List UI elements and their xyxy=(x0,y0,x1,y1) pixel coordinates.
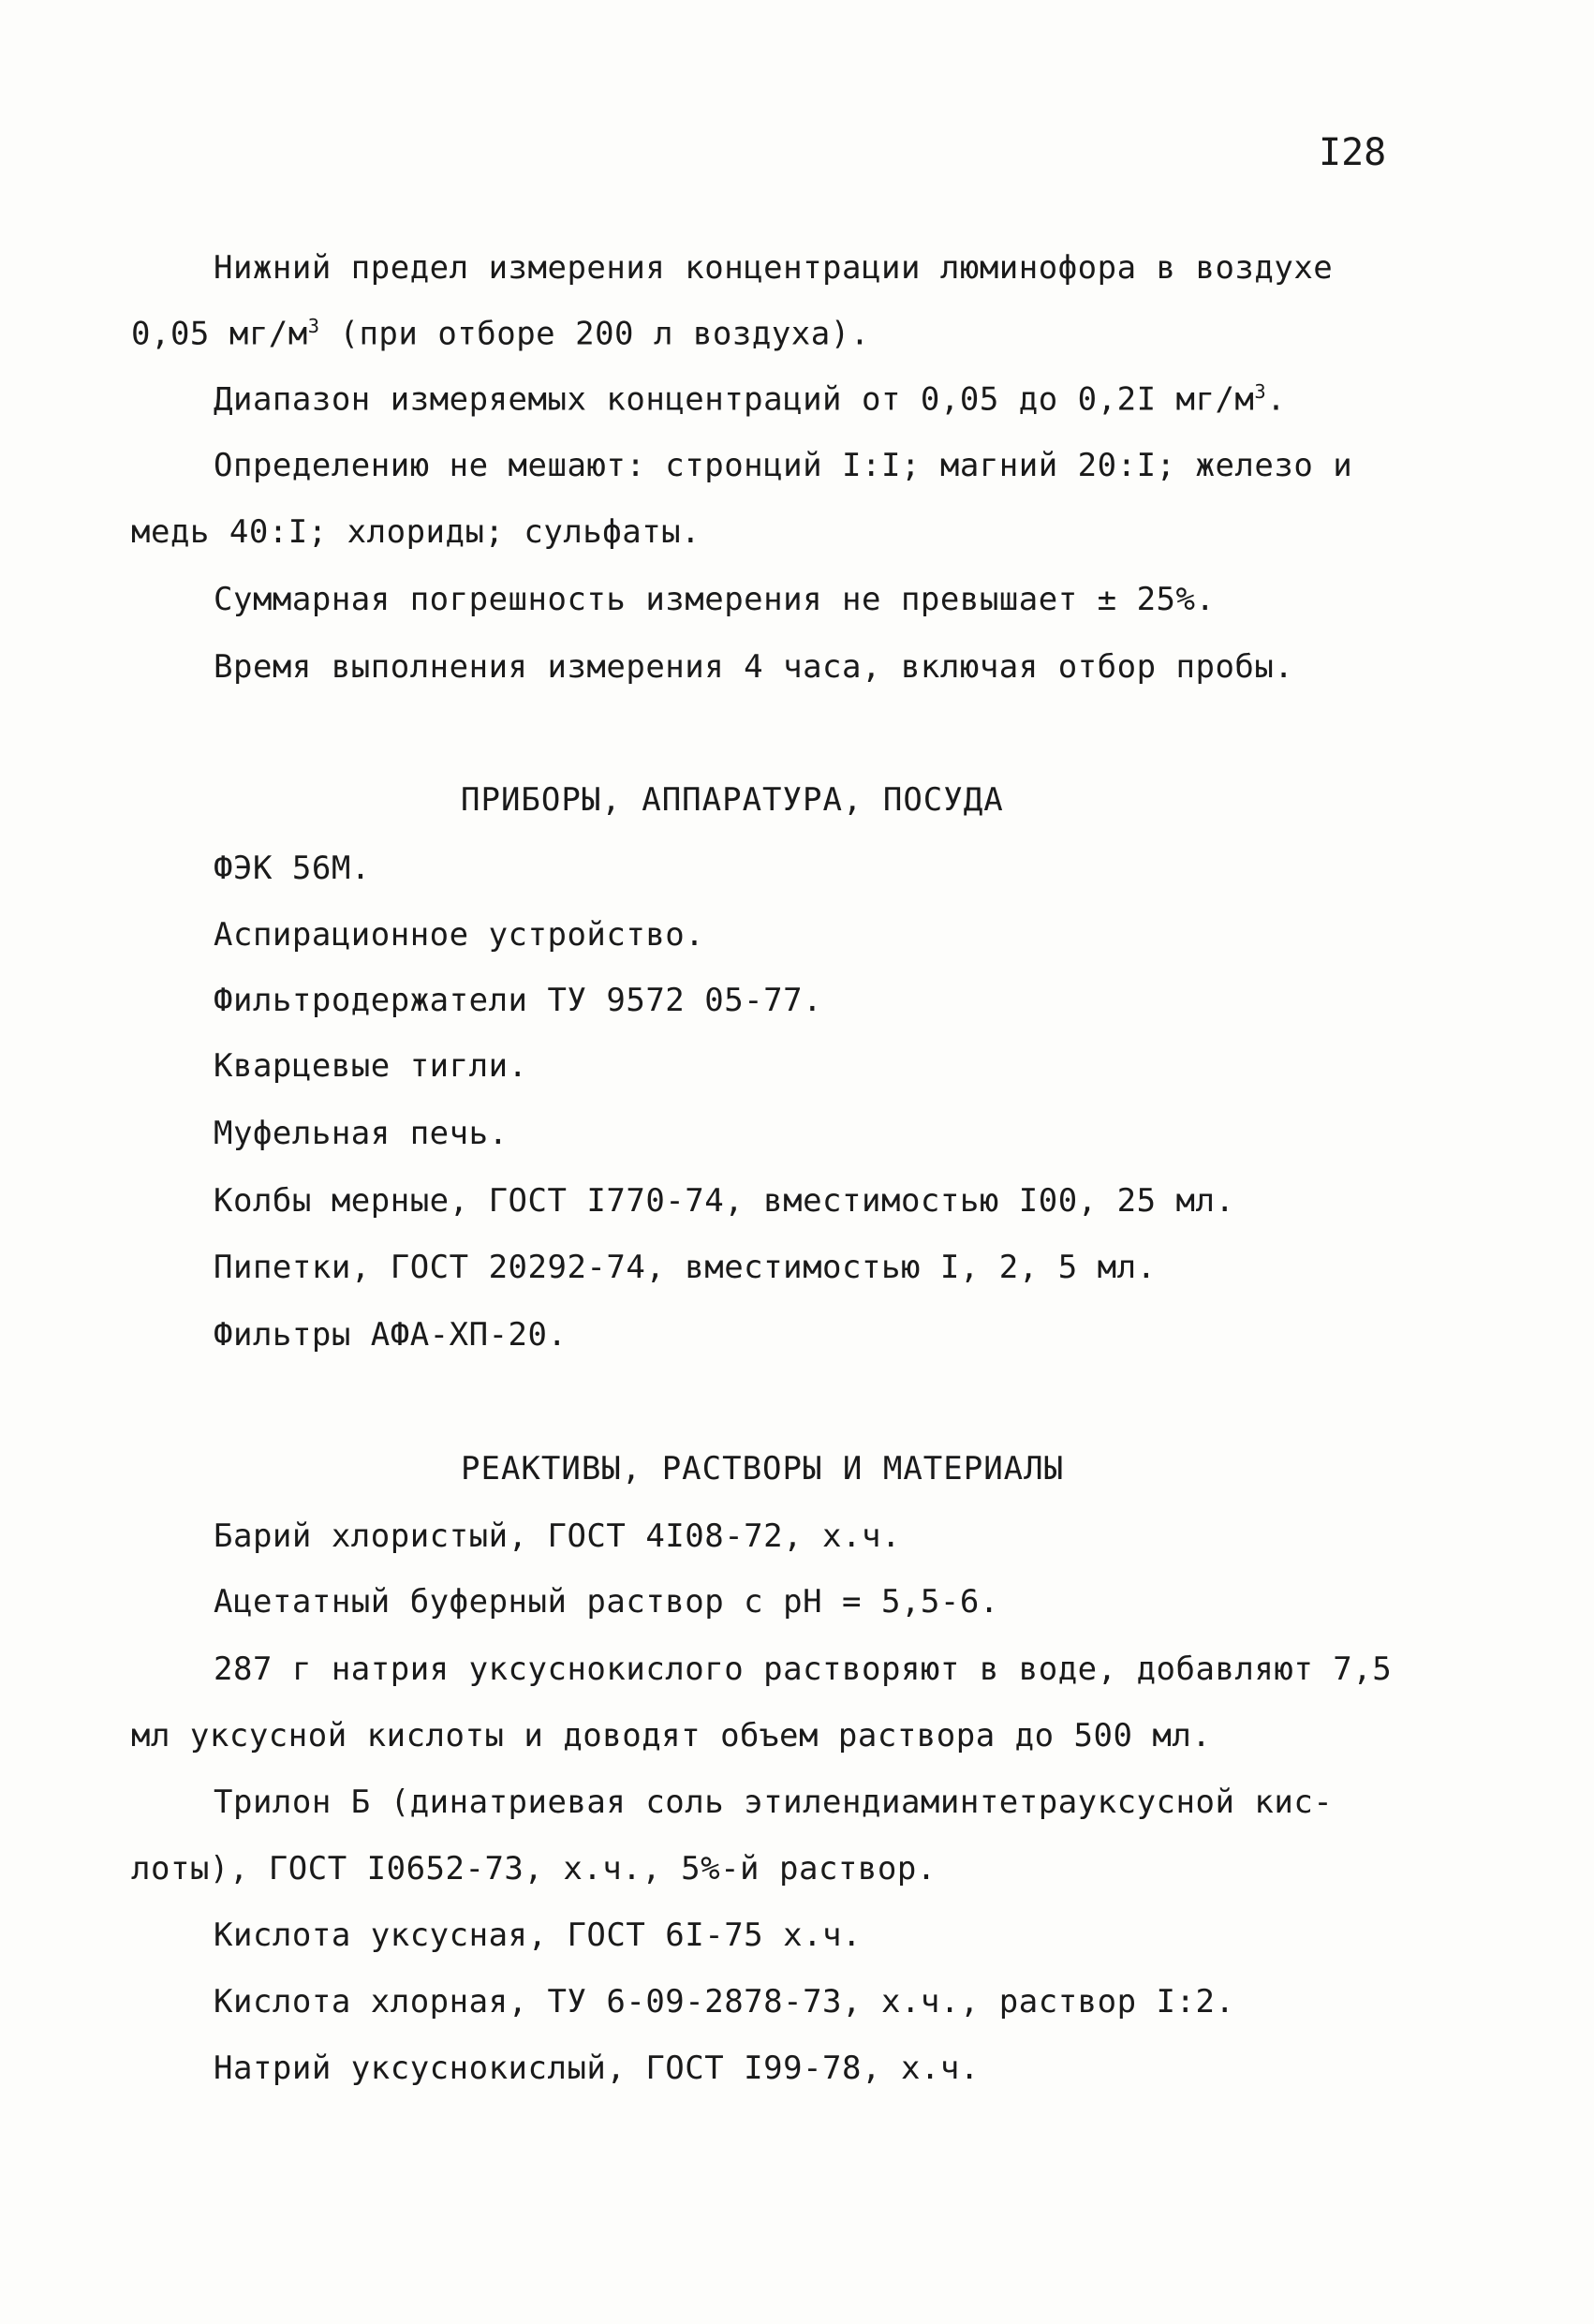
reagent-item: лоты), ГОСТ I0652-73, х.ч., 5%-й раствор. xyxy=(131,1850,937,1887)
interference-line-1: Определению не мешают: стронций I:I; магний 20:I; железо и xyxy=(214,447,1353,484)
measurement-range-end: . xyxy=(1266,380,1287,419)
equipment-item: Колбы мерные, ГОСТ I770-74, вместимостью I00, 25 мл. xyxy=(214,1182,1235,1220)
reagent-item: мл уксусной кислоты и доводят объем раствора до 500 мл. xyxy=(131,1717,1212,1754)
reagents-heading: РЕАКТИВЫ, РАСТВОРЫ И МАТЕРИАЛЫ xyxy=(461,1450,1065,1488)
measurement-range xyxy=(214,380,1286,418)
detection-limit-value: 0,05 мг/м xyxy=(131,315,308,353)
detection-limit-line-2 xyxy=(131,315,870,352)
equipment-item: ФЭК 56М. xyxy=(214,850,371,887)
interference-line-2: медь 40:I; хлориды; сульфаты. xyxy=(131,513,701,551)
equipment-item: Муфельная печь. xyxy=(214,1115,509,1152)
reagent-item: 287 г натрия уксуснокислого растворяют в воде, добавляют 7,5 xyxy=(214,1650,1393,1688)
total-error: Суммарная погрешность измерения не превышает ± 25%. xyxy=(214,581,1216,618)
equipment-item: Фильтродержатели ТУ 9572 05-77. xyxy=(214,982,823,1019)
reagent-item: Барий хлористый, ГОСТ 4I08-72, х.ч. xyxy=(214,1517,901,1555)
reagent-item: Ацетатный буферный раствор с рН = 5,5-6. xyxy=(214,1583,999,1621)
measurement-time: Время выполнения измерения 4 часа, включая отбор пробы. xyxy=(214,648,1294,686)
equipment-item: Аспирационное устройство. xyxy=(214,916,705,954)
equipment-heading: ПРИБОРЫ, АППАРАТУРА, ПОСУДА xyxy=(461,781,1004,819)
reagent-item: Трилон Б (динатриевая соль этилендиаминтетрауксусной кис- xyxy=(214,1784,1334,1821)
equipment-item: Фильтры АФА-ХП-20. xyxy=(214,1316,568,1354)
reagent-item: Кислота хлорная, ТУ 6-09-2878-73, х.ч., раствор I:2. xyxy=(214,1983,1235,2021)
page-number: I28 xyxy=(1319,131,1387,174)
detection-limit-line-1: Нижний предел измерения концентрации люминофора в воздухе xyxy=(214,249,1334,287)
reagent-item: Кислота уксусная, ГОСТ 6I-75 х.ч. xyxy=(214,1917,863,1954)
measurement-range-superscript: 3 xyxy=(1254,380,1267,403)
reagent-item: Натрий уксуснокислый, ГОСТ I99-78, х.ч. xyxy=(214,2050,980,2087)
detection-limit-note: (при отборе 200 л воздуха). xyxy=(319,315,870,353)
equipment-item: Пипетки, ГОСТ 20292-74, вместимостью I, 2, 5 мл. xyxy=(214,1249,1157,1286)
detection-limit-superscript: 3 xyxy=(307,315,320,337)
equipment-item: Кварцевые тигли. xyxy=(214,1047,528,1085)
measurement-range-text: Диапазон измеряемых концентраций от 0,05 до 0,2I мг/м xyxy=(214,380,1255,419)
